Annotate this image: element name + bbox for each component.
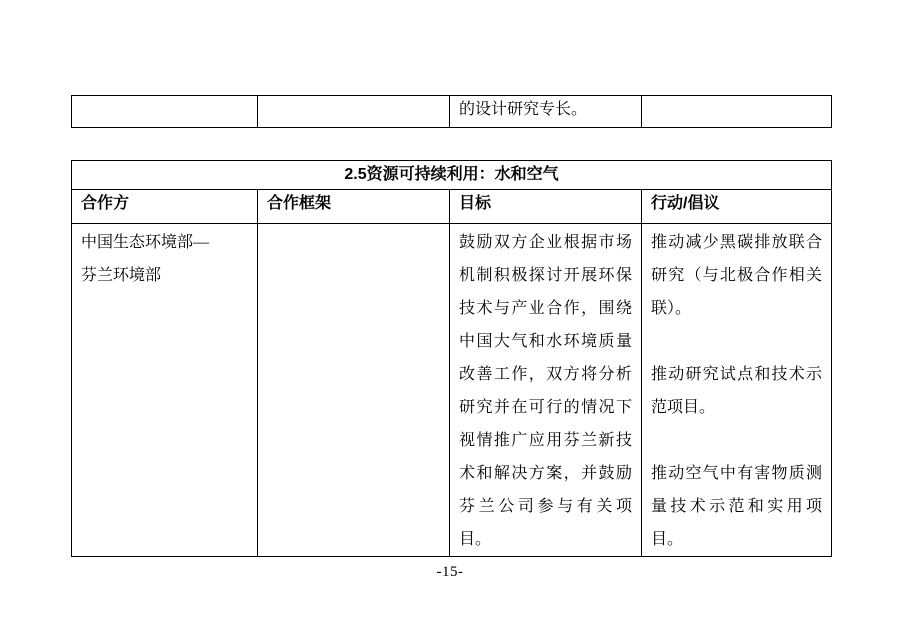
column-header-framework: 合作框架 — [258, 190, 450, 224]
cell-paragraph: 推动研究试点和技术示范项目。 — [651, 366, 822, 416]
cell-paragraph: 推动减少黑碳排放联合研究（与北极合作相关联）。 — [651, 234, 822, 317]
cell-paragraph: 鼓励双方企业根据市场机制积极探讨开展环保技术与产业合作，围绕中国大气和水环境质量改善工作，双方将分析研究并在可行的情况下视情推广应用芬兰新技术和解决方案，并鼓励芬兰公司参与有关项目。 — [459, 234, 632, 548]
cell-action — [642, 224, 832, 557]
column-header-action: 行动/倡议 — [642, 190, 832, 224]
page-number: -15- — [436, 564, 464, 580]
cell-framework-empty — [258, 96, 450, 128]
table-row — [72, 96, 832, 128]
cell-partner — [72, 224, 258, 557]
cell-paragraph: 推动空气中有害物质测量技术示范和实用项目。 — [651, 465, 822, 548]
table-title: 2.5资源可持续利用：水和空气 — [72, 161, 832, 190]
cell-action-empty — [642, 96, 832, 128]
table-header-row — [72, 190, 832, 224]
table-title-row — [72, 161, 832, 190]
cell-goal — [450, 224, 642, 557]
cell-framework — [258, 224, 450, 557]
table-row — [72, 224, 832, 557]
previous-table-fragment — [71, 95, 832, 128]
cell-paragraph: 芬兰环境部 — [81, 267, 162, 284]
cell-paragraph: 中国生态环境部— — [81, 234, 210, 251]
column-header-goal: 目标 — [450, 190, 642, 224]
cell-partner-empty — [72, 96, 258, 128]
section-2-5-table — [71, 160, 832, 557]
cell-goal-continuation: 的设计研究专长。 — [450, 96, 642, 128]
column-header-partner: 合作方 — [72, 190, 258, 224]
